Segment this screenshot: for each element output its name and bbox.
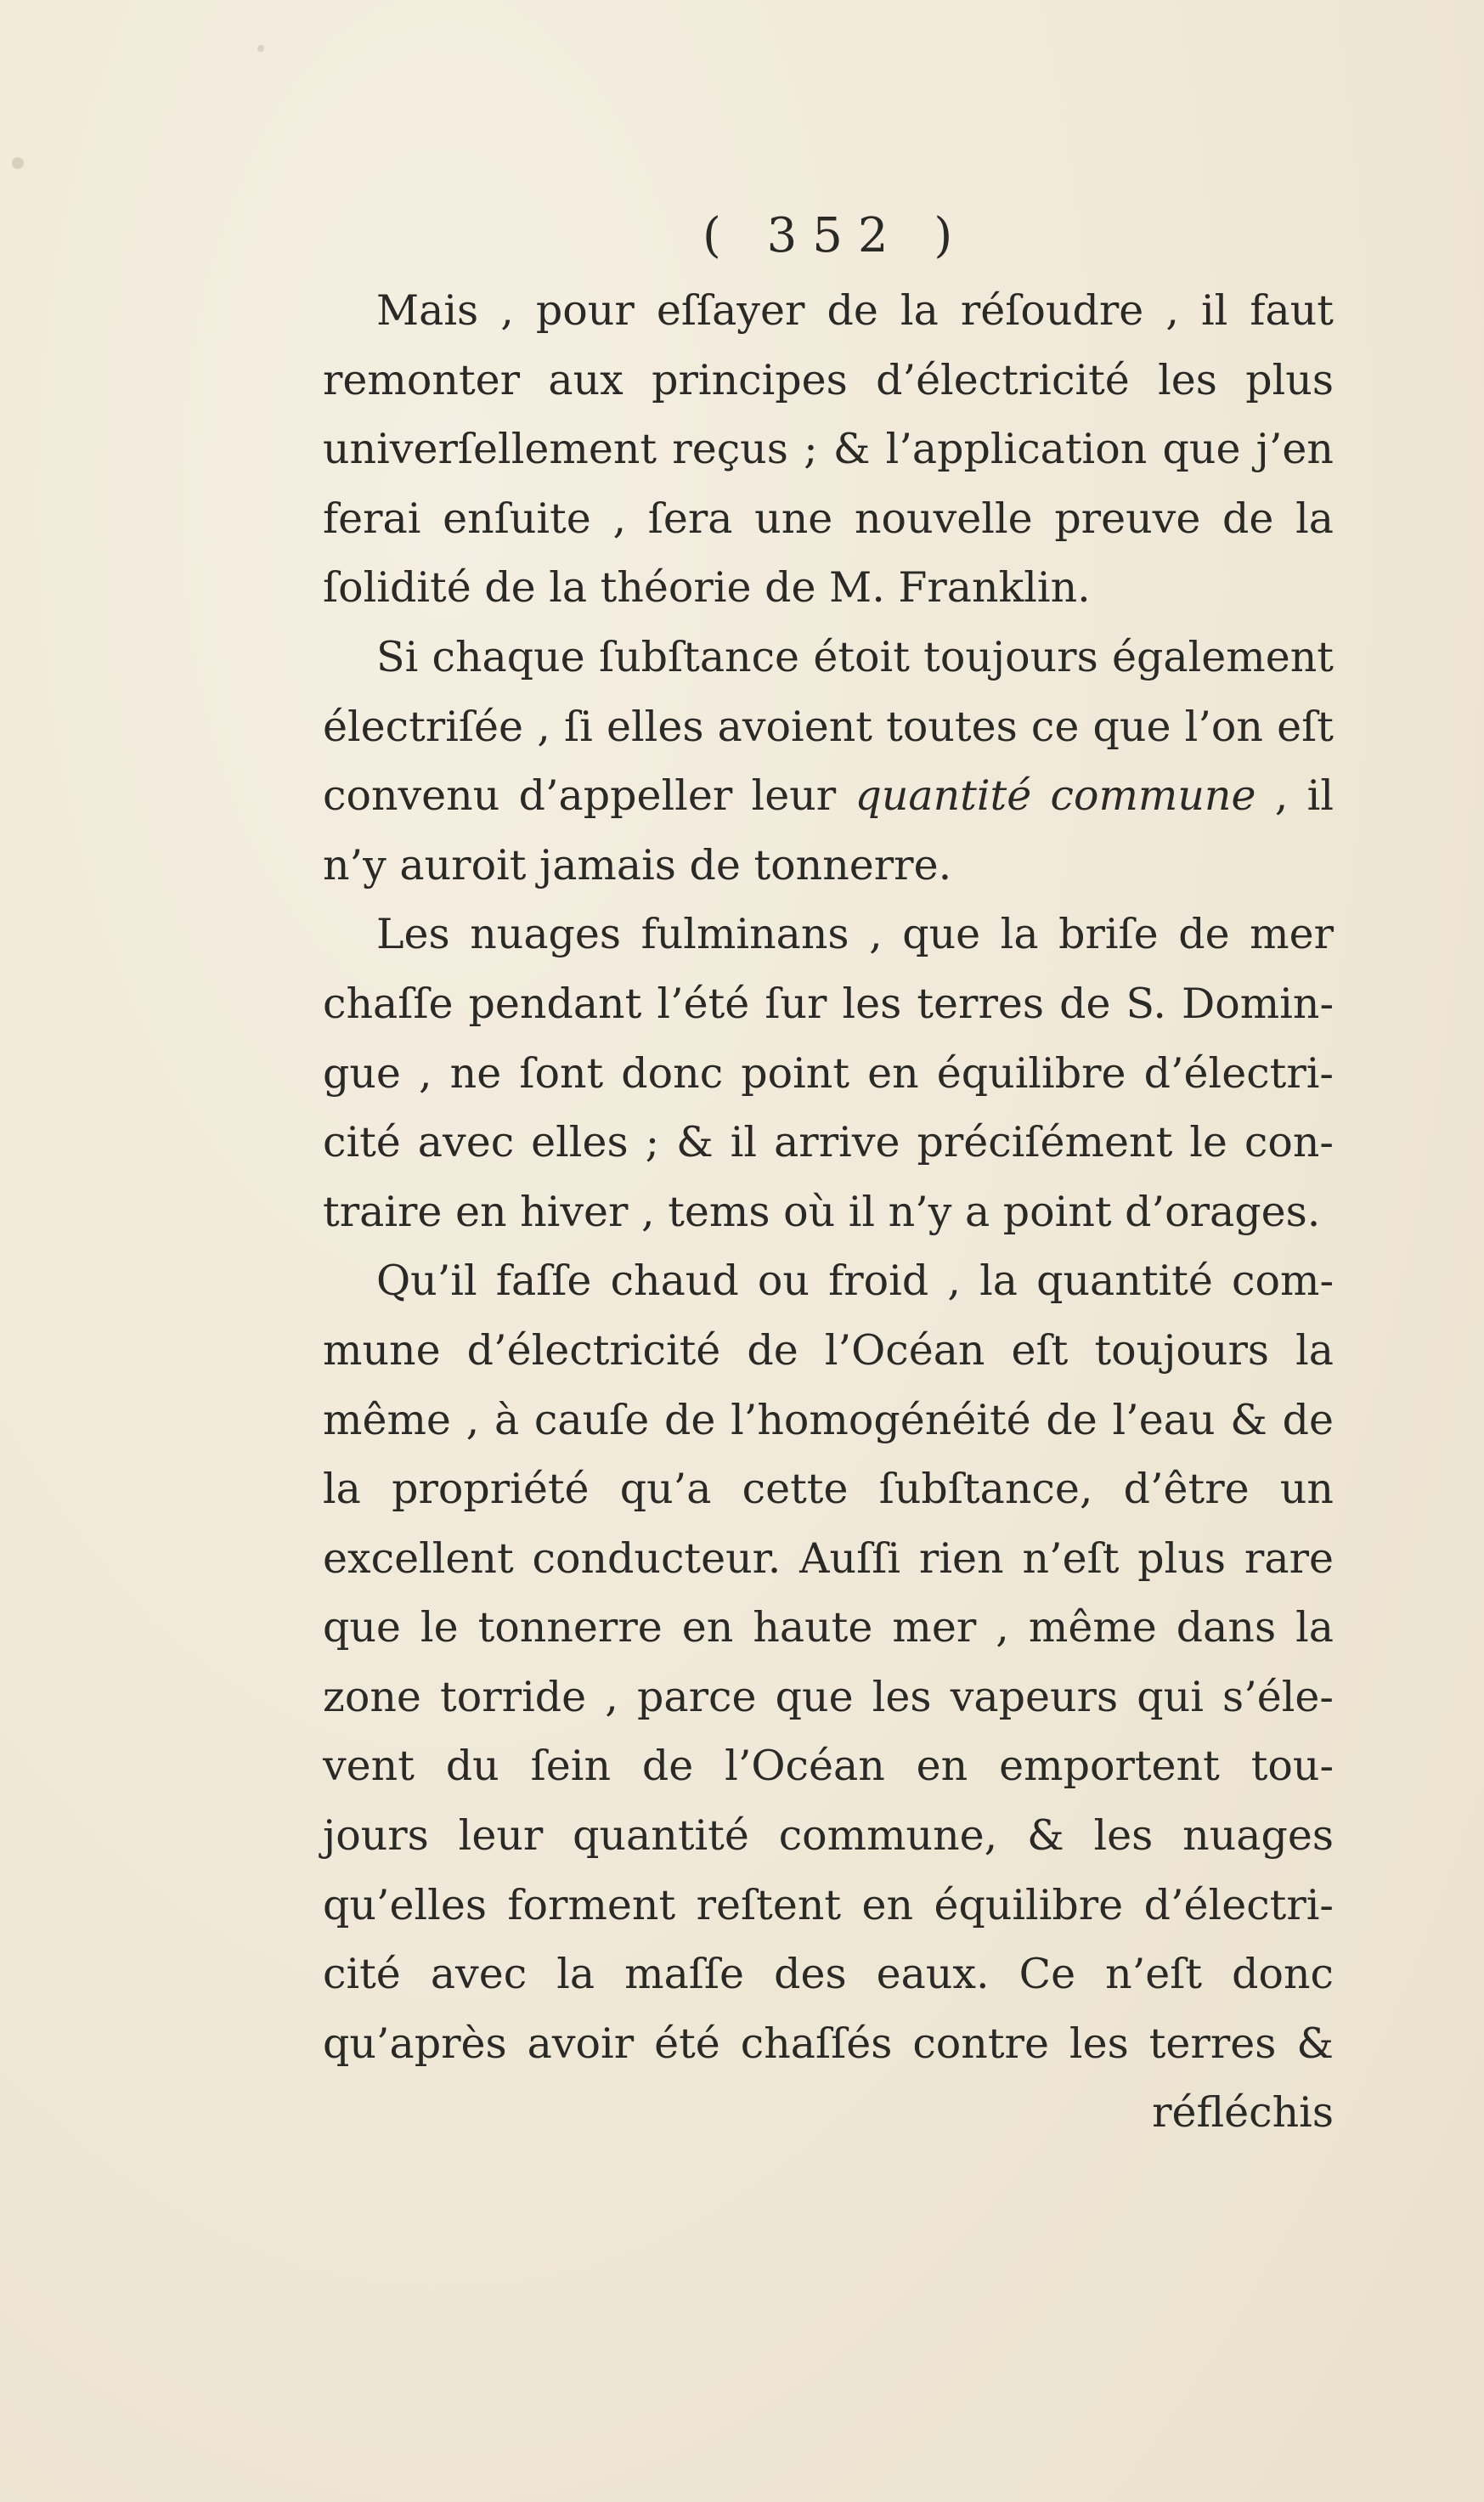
text-line: qu’après avoir été chaſſés contre les terres & xyxy=(323,2019,1334,2068)
text-run: convenu d’appeller leur xyxy=(323,771,855,821)
text-line: électriſée , ſi elles avoient toutes ce que l’on eſt xyxy=(323,702,1334,751)
text-line: Si chaque ſubſtance étoit toujours également xyxy=(376,632,1334,681)
catchword: réfléchis xyxy=(1152,2088,1334,2138)
text-line: ſolidité de la théorie de M. Franklin. xyxy=(323,563,1091,613)
text-line: cité avec la maſſe des eaux. Ce n’eſt donc xyxy=(323,1950,1334,1999)
text-line: ferai enſuite , ſera une nouvelle preuve de la xyxy=(323,494,1334,543)
text-line: qu’elles forment reſtent en équilibre d’électri- xyxy=(323,1880,1334,1929)
text-line xyxy=(323,761,1334,831)
italic-term: quantité commune xyxy=(855,771,1256,821)
text-run: , il xyxy=(1255,771,1334,821)
text-line: même , à cauſe de l’homogénéité de l’eau & de xyxy=(323,1395,1334,1444)
text-line: chaſſe pendant l’été ſur les terres de S. Domin- xyxy=(323,979,1334,1028)
text-line: jours leur quantité commune, & les nuages xyxy=(323,1811,1334,1861)
text-line: univerſellement reçus ; & l’application que j’en xyxy=(323,425,1334,474)
text-line: que le tonnerre en haute mer , même dans la xyxy=(323,1603,1334,1652)
text-line: remonter aux principes d’électricité les plus xyxy=(323,355,1334,404)
text-line: cité avec elles ; & il arrive préciſément le con- xyxy=(323,1118,1334,1167)
paper-spot xyxy=(257,45,264,52)
text-line: Mais , pour eſſayer de la réſoudre , il faut xyxy=(376,286,1334,335)
text-line: traire en hiver , tems où il n’y a point d’orages. xyxy=(323,1187,1321,1236)
page-number: ( 352 ) xyxy=(703,208,968,263)
text-line: zone torride , parce que les vapeurs qui s’éle- xyxy=(323,1672,1334,1721)
text-line: la propriété qu’a cette ſubſtance, d’être un xyxy=(323,1465,1334,1514)
text-line: n’y auroit jamais de tonnerre. xyxy=(323,840,952,890)
text-line: vent du ſein de l’Océan en emportent tou- xyxy=(323,1742,1334,1791)
text-line: Les nuages fulminans , que la briſe de mer xyxy=(376,910,1334,959)
text-line: excellent conducteur. Auſſi rien n’eſt plus rare xyxy=(323,1533,1334,1583)
text-line: mune d’électricité de l’Océan eſt toujours la xyxy=(323,1325,1334,1375)
body-text xyxy=(323,276,1334,2148)
text-line: Qu’il faſſe chaud ou froid , la quantité com- xyxy=(376,1257,1334,1306)
paper-spot xyxy=(12,157,24,169)
text-line: gue , ne ſont donc point en équilibre d’électri- xyxy=(323,1048,1334,1098)
